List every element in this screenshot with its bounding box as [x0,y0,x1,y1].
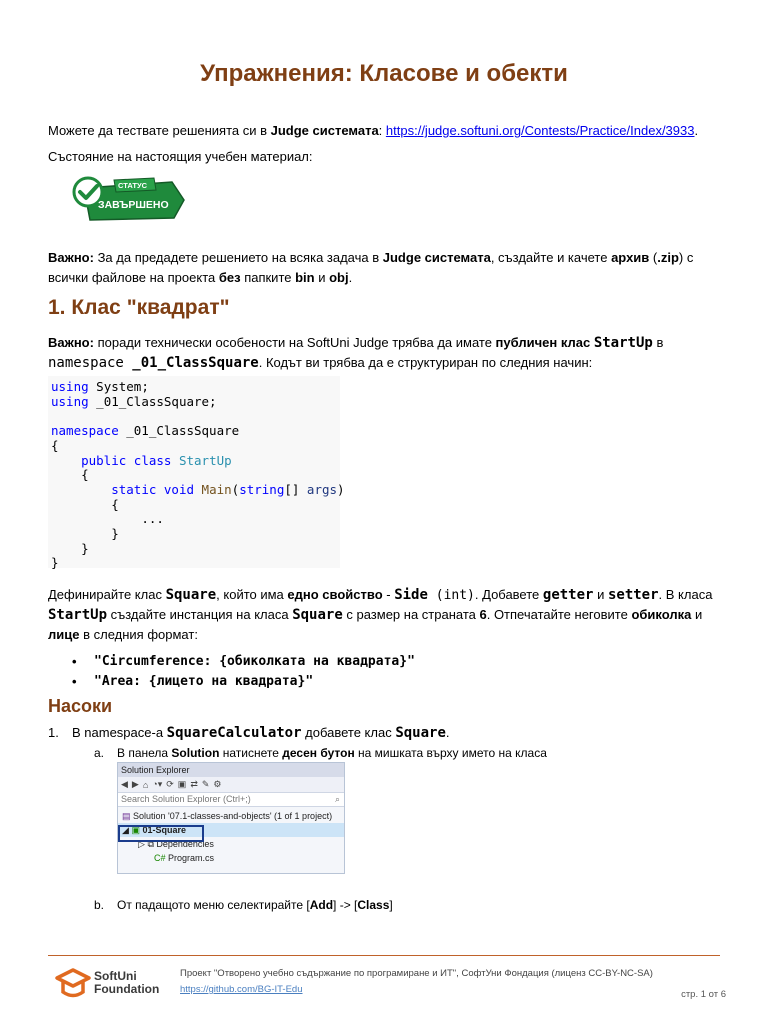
output-format-list [72,652,415,692]
solution-node[interactable]: ▤ Solution '07.1-classes-and-objects' (1 of 1 project) [122,811,333,821]
highlight-box [118,825,204,842]
judge-link[interactable]: https://judge.softuni.org/Contests/Practice/Index/3933 [385,123,695,138]
footer-project-text: Проект "Отворено учебно съдържание по програмиране и ИТ", СофтУни Фондация (лиценз CC-BY-NC-SA) [180,968,653,979]
footer-text [180,966,653,998]
code-block: using System; using _01_ClassSquare; namespace _01_ClassSquare { public class StartUp { static void Main(string[] args) { ... } } } [48,376,340,568]
solution-icon: ▤ [122,811,131,821]
status-badge-main: ЗАВЪРШЕНО [98,199,169,211]
collapsed-arrow-icon[interactable]: ▷ [138,839,145,849]
solution-explorer-title: Solution Explorer [118,763,344,777]
solution-explorer-toolbar [118,777,344,793]
hint-item-number: 1. [48,725,59,740]
search-icon[interactable]: ⌕ [334,794,340,804]
status-badge-top: СТАТУС [118,181,148,190]
hint-a-number: a. [94,746,105,760]
home-icon[interactable]: ⌂ [142,779,149,790]
forward-icon[interactable]: ▶ [131,779,139,789]
sync-icon[interactable]: ⇄ [190,779,198,789]
task-description: Дефинирайте клас Square, който има едно свойство - Side (int). Добавете getter и setter. В класа StartUp създайте инстанция на класа Square с размер на страната 6. Отпечатайте неговите обиколка и лице в следния формат: [48,587,713,642]
history-icon[interactable]: ◔▾ [152,779,163,789]
list-item: • "Area: {лицето на квадрата}" [72,672,415,692]
page-number: стр. 1 от 6 [681,989,726,1000]
footer-link[interactable]: https://github.com/BG-IT-Edu [180,984,303,995]
expand-arrow-icon[interactable]: ◢ [122,825,129,835]
judge-system-label: Judge системата [270,123,379,138]
dependencies-node[interactable]: ▷ ⧉ Dependencies [138,839,214,849]
list-item: • "Circumference: {обиколката на квадрата}" [72,652,415,672]
footer-divider [48,955,720,956]
softuni-logo-icon [55,968,91,1003]
hint-b: От падащото меню селектирайте [Add] -> [Class] [117,898,393,912]
hint-item-1: В namespace-а SquareCalculator добавете клас Square. [72,725,450,741]
hint-a: В панела Solution натиснете десен бутон на мишката върху името на класа [117,746,547,760]
project-icon: ▣ [131,825,140,835]
dependencies-icon: ⧉ [147,839,154,849]
csharp-file-icon: C# [154,853,166,863]
section-note: Важно: поради технически особености на SoftUni Judge трябва да имате публичен клас StartUp в namespace _01_ClassSquare. Кодът ви трябва да е структуриран по следния начин: [48,335,664,371]
project-node[interactable]: ◢ ▣ 01-Square [118,823,344,837]
intro-paragraph: Можете да тествате решенията си в Judge системата: https://judge.softuni.org/Contests/Practice/Index/3933. [48,123,699,138]
softuni-logo-text: SoftUni Foundation [94,969,160,996]
hint-b-number: b. [94,898,105,912]
collapse-icon[interactable]: ▣ [177,779,187,789]
properties-icon[interactable]: ✎ [201,779,210,789]
refresh-icon[interactable]: ⟳ [166,779,174,789]
solution-explorer-search[interactable]: Search Solution Explorer (Ctrl+;) ⌕ [118,793,344,807]
page-title: Упражнения: Класове и обекти [200,60,568,87]
section-heading-square: 1. Клас "квадрат" [48,296,230,319]
program-file-node[interactable]: C# Program.cs [154,853,215,863]
back-icon[interactable]: ◀ [121,779,128,789]
important-paragraph: Важно: За да предадете решението на всяка задача в Judge системата, създайте и качете архив (.zip) с всички файлове на проекта без папките bin и obj. [48,250,694,285]
solution-explorer-panel [117,762,345,874]
hints-heading: Насоки [48,696,113,716]
settings-icon[interactable]: ⚙ [213,779,222,789]
status-line: Състояние на настоящия учебен материал: [48,149,313,164]
status-badge [70,174,190,226]
